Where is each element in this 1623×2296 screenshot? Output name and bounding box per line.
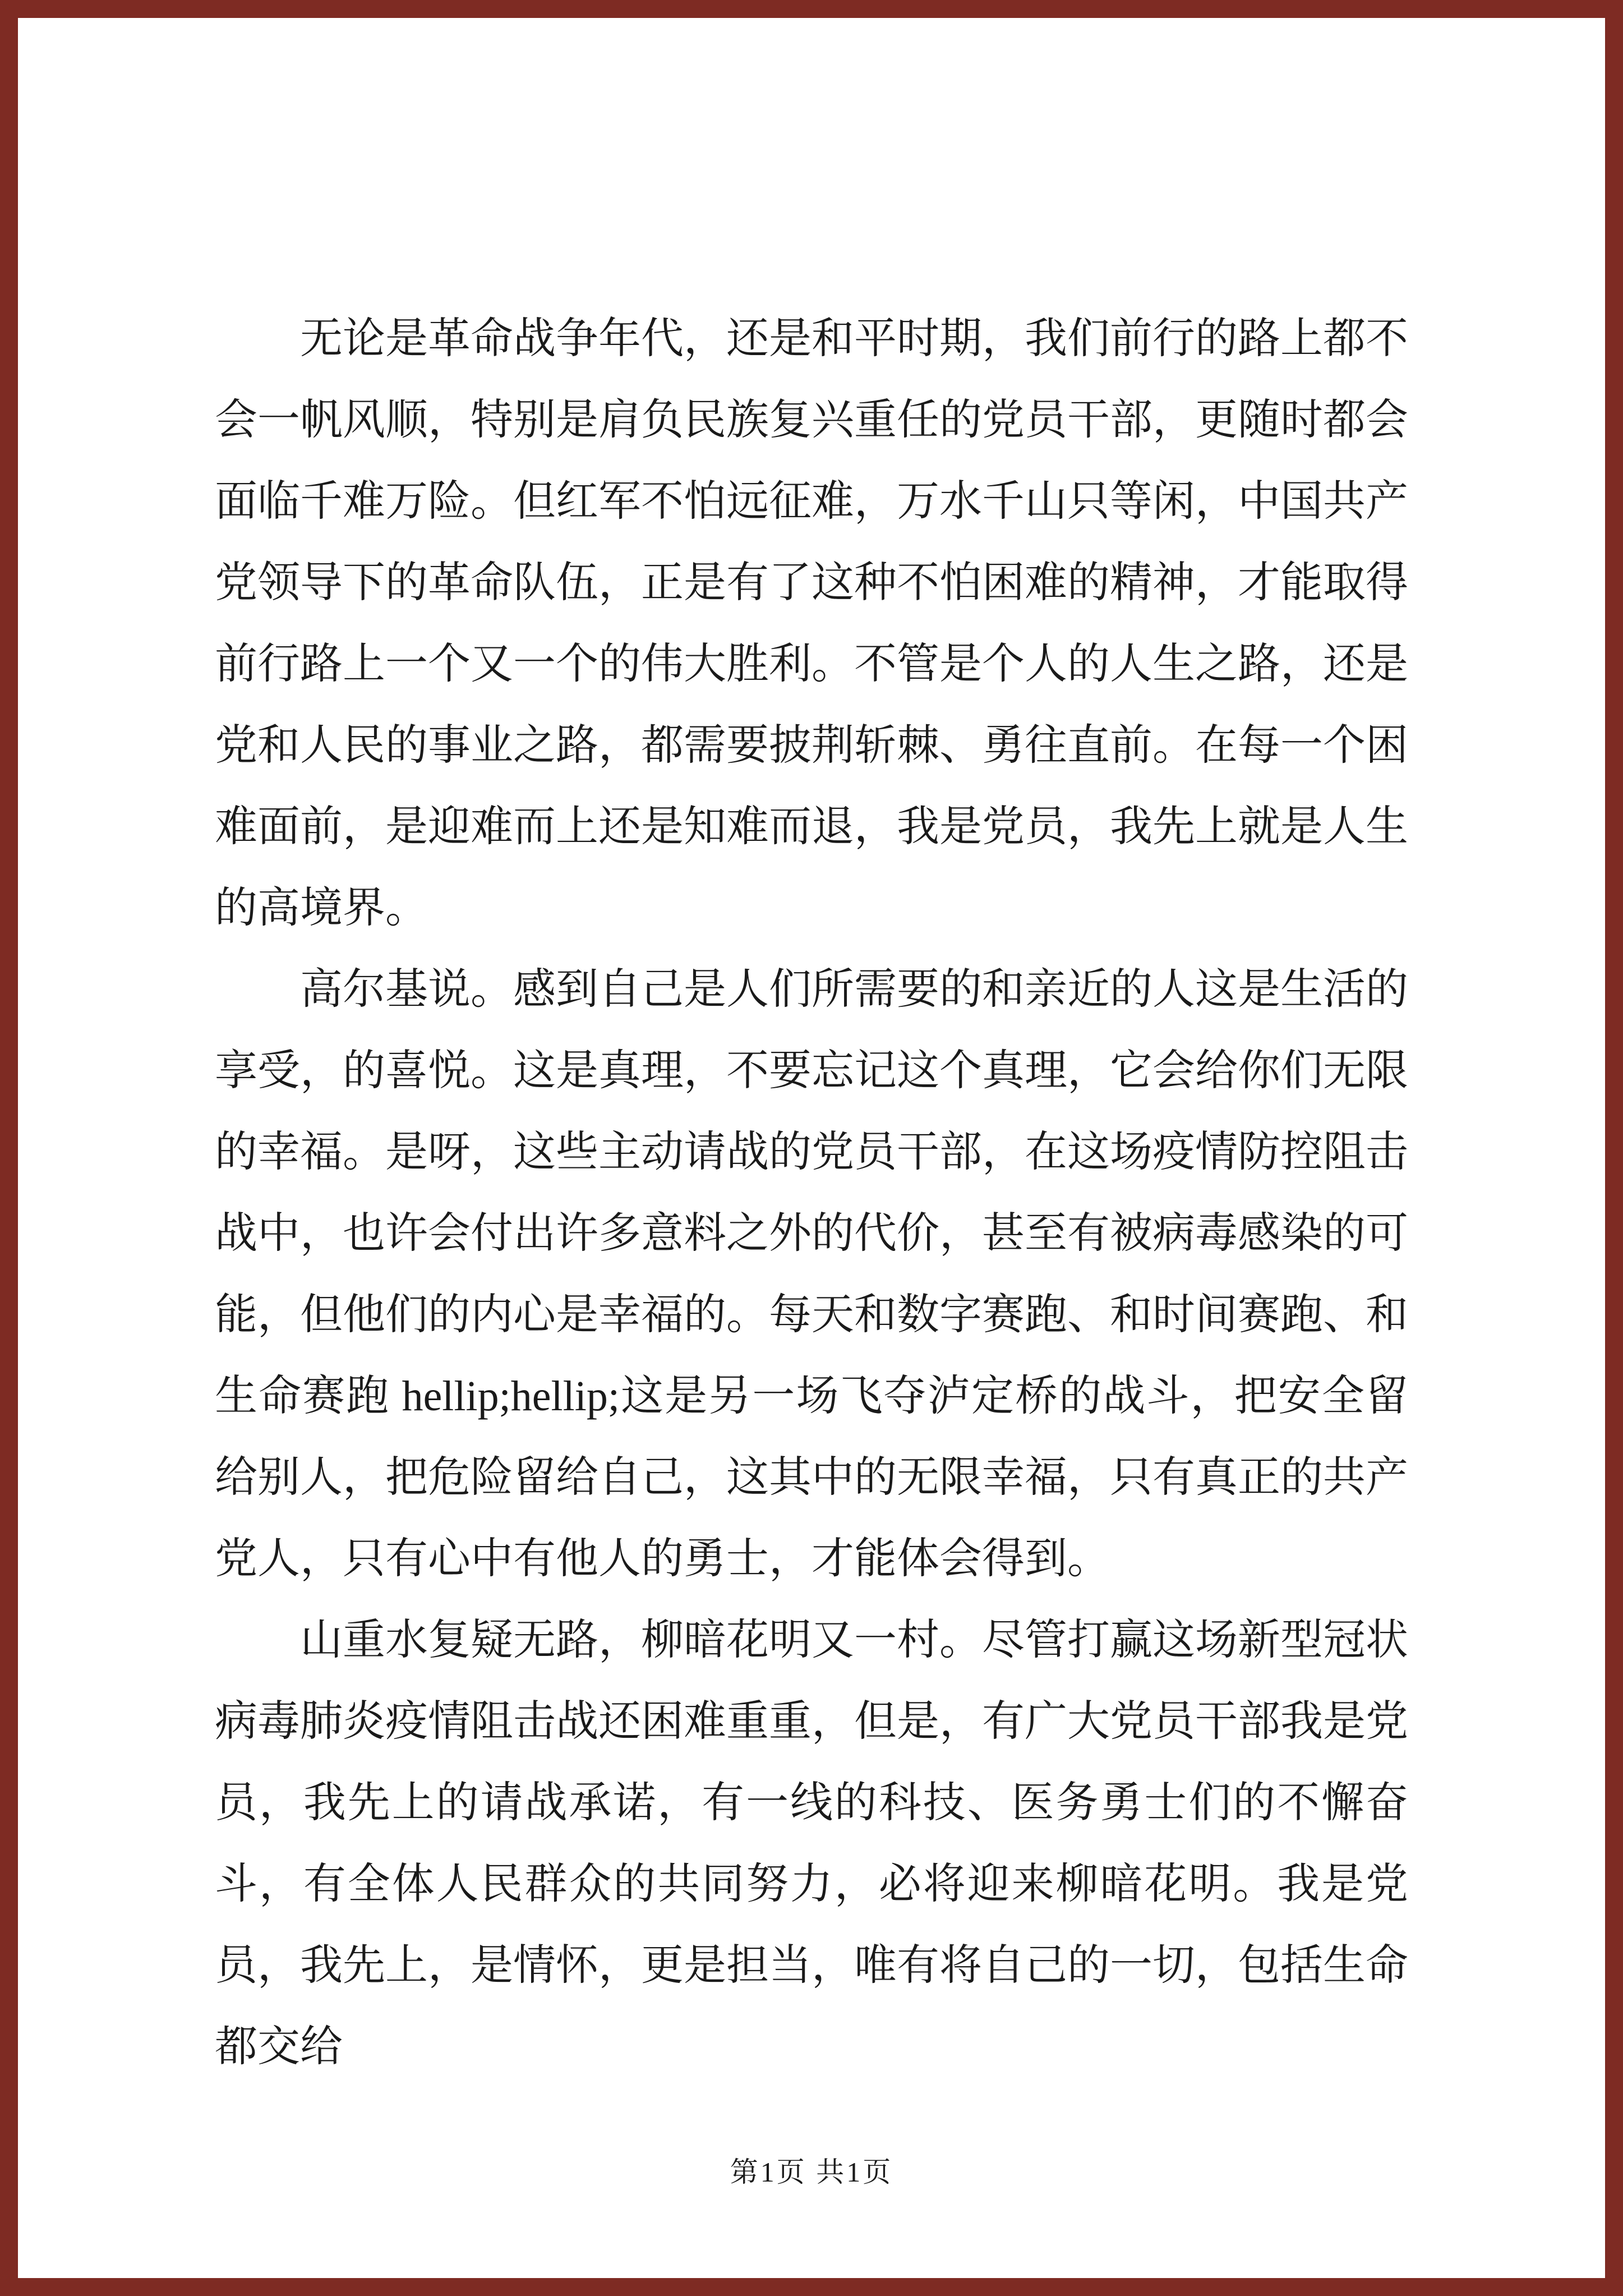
- document-body: [215, 298, 1408, 2088]
- paragraph: 无论是革命战争年代，还是和平时期，我们前行的路上都不会一帆风顺，特别是肩负民族复兴重任的党员干部，更随时都会面临千难万险。但红军不怕远征难，万水千山只等闲，中国共产党领导下的革命队伍，正是有了这种不怕困难的精神，才能取得前行路上一个又一个的伟大胜利。不管是个人的人生之路，还是党和人民的事业之路，都需要披荆斩棘、勇往直前。在每一个困难面前，是迎难而上还是知难而退，我是党员，我先上就是人生的高境界。: [215, 315, 1408, 932]
- paragraph: 高尔基说。感到自己是人们所需要的和亲近的人这是生活的享受，的喜悦。这是真理，不要忘记这个真理，它会给你们无限的幸福。是呀，这些主动请战的党员干部，在这场疫情防控阻击战中，也许会付出许多意料之外的代价，甚至有被病毒感染的可能，但他们的内心是幸福的。每天和数字赛跑、和时间赛跑、和生命赛跑 hellip;hellip;这是另一场飞夺泸定桥的战斗，把安全留给别人，把危险留给自己，这其中的无限幸福，只有真正的共产党人，只有心中有他人的勇士，才能体会得到。: [215, 966, 1408, 1582]
- page-number-footer: 第1页 共1页: [730, 2156, 893, 2188]
- paragraph: 山重水复疑无路，柳暗花明又一村。尽管打赢这场新型冠状病毒肺炎疫情阻击战还困难重重，但是，有广大党员干部我是党员，我先上的请战承诺，有一线的科技、医务勇士们的不懈奋斗，有全体人民群众的共同努力，必将迎来柳暗花明。我是党员，我先上，是情怀，更是担当，唯有将自己的一切，包括生命都交给: [215, 1617, 1408, 2070]
- document-page: [18, 18, 1605, 2278]
